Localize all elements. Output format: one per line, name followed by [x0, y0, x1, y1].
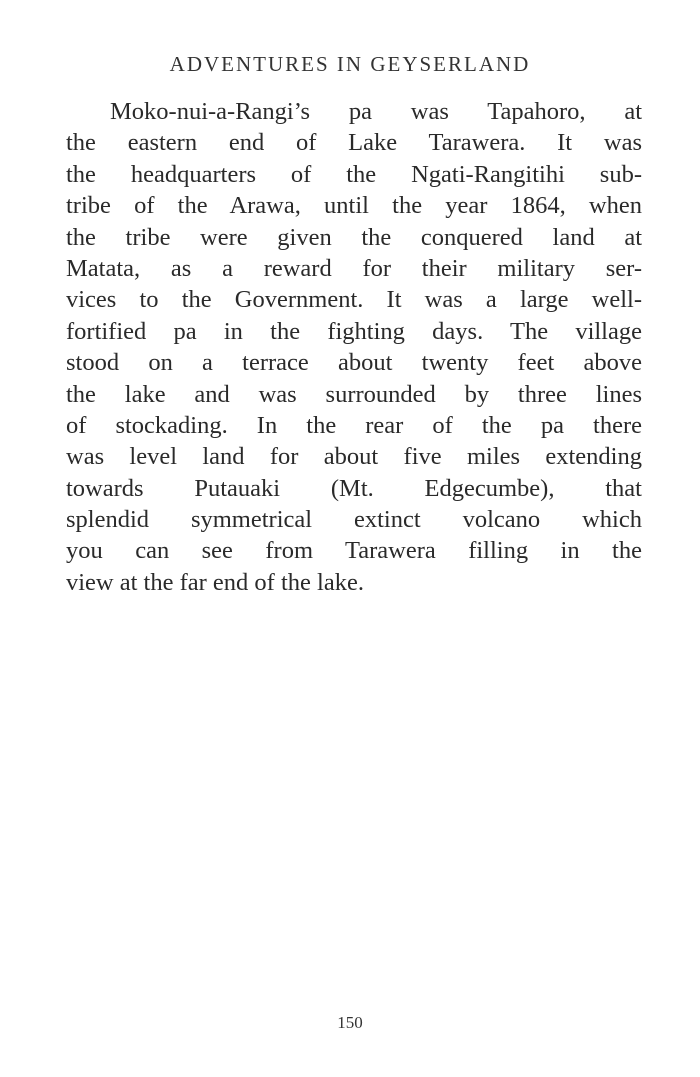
- paragraph-line: the headquarters of the Ngati-Rangitihi sub-: [66, 160, 642, 188]
- running-head: ADVENTURES IN GEYSERLAND: [169, 52, 531, 76]
- paragraph-line: Matata, as a reward for their military ser-: [66, 254, 642, 282]
- paragraph-line: the eastern end of Lake Tarawera. It was: [66, 129, 642, 157]
- paragraph-line: view at the far end of the lake.: [66, 568, 364, 596]
- body-paragraph: [66, 96, 642, 598]
- paragraph-line: the lake and was surrounded by three lines: [66, 380, 642, 408]
- paragraph-line: of stockading. In the rear of the pa there: [66, 411, 642, 439]
- paragraph-line: you can see from Tarawera filling in the: [66, 537, 642, 565]
- paragraph-line: tribe of the Arawa, until the year 1864, when: [66, 192, 642, 220]
- page-number: 150: [337, 1013, 363, 1032]
- paragraph-line: towards Putauaki (Mt. Edgecumbe), that: [66, 474, 642, 502]
- paragraph-line: stood on a terrace about twenty feet above: [66, 349, 642, 377]
- paragraph-line: splendid symmetrical extinct volcano which: [66, 506, 642, 534]
- paragraph-line: vices to the Government. It was a large well-: [66, 286, 642, 314]
- paragraph-line: was level land for about five miles extending: [66, 443, 642, 471]
- paragraph-line: fortified pa in the fighting days. The village: [66, 317, 642, 345]
- paragraph-line: Moko-nui-a-Rangi’s pa was Tapahoro, at: [110, 98, 642, 125]
- paragraph-line: the tribe were given the conquered land at: [66, 223, 642, 251]
